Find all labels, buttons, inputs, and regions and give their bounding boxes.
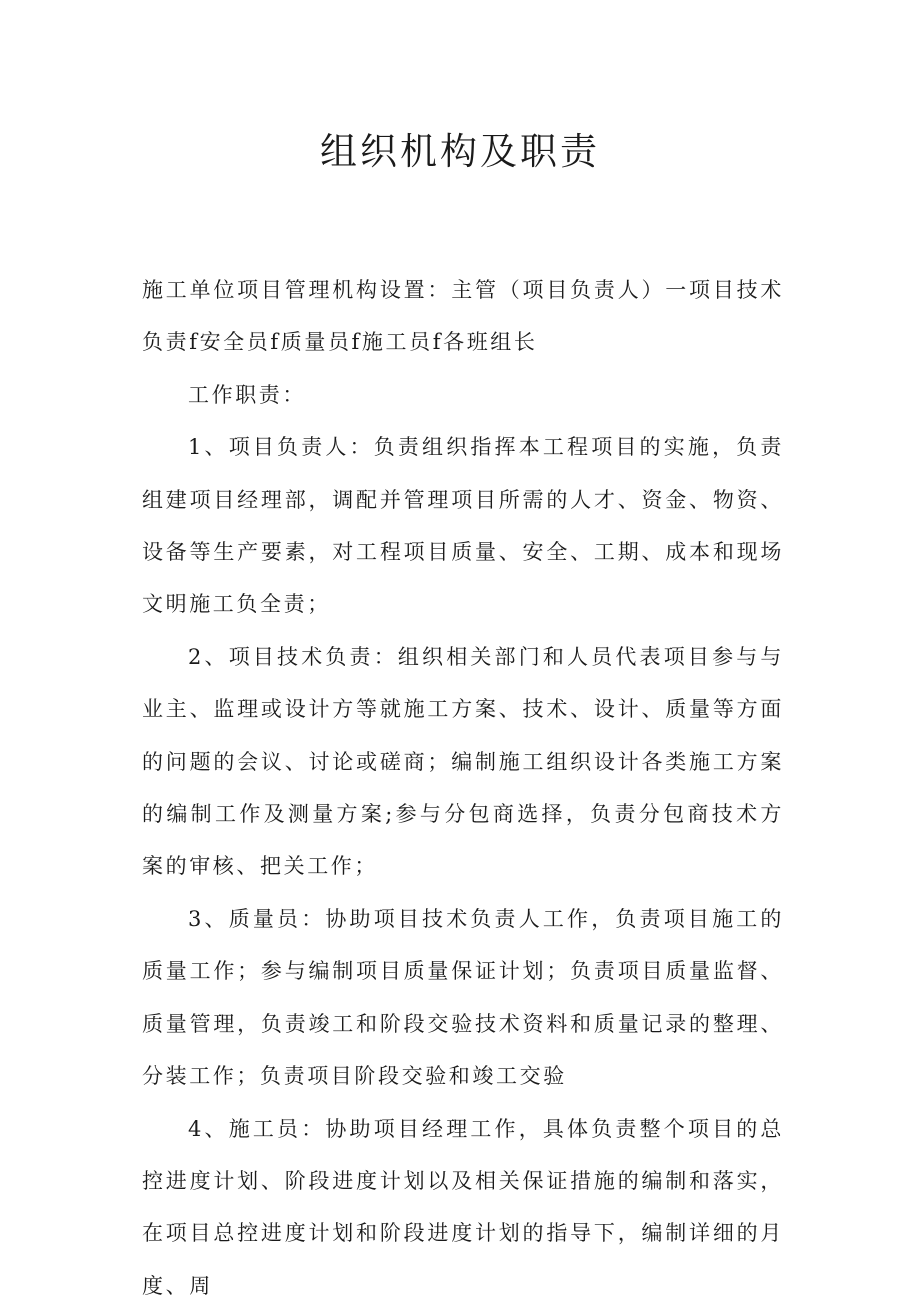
- duty-paragraph-project-lead: 1、项目负责人：负责组织指挥本工程项目的实施，负责组建项目经理部，调配并管理项目所需的人才、资金、物资、设备等生产要素，对工程项目质量、安全、工期、成本和现场文明施工负全责；: [142, 421, 784, 631]
- document-title: 组织机构及职责: [0, 128, 920, 176]
- duties-heading: 工作职责：: [142, 369, 784, 421]
- intro-paragraph: 施工单位项目管理机构设置：主管（项目负责人）一项目技术负责f安全员f质量员f施工员f各班组长: [142, 264, 784, 369]
- document-body: [142, 264, 784, 1312]
- duty-paragraph-construction-officer: 4、施工员：协助项目经理工作，具体负责整个项目的总控进度计划、阶段进度计划以及相关保证措施的编制和落实，在项目总控进度计划和阶段进度计划的指导下，编制详细的月度、周: [142, 1103, 784, 1312]
- duty-paragraph-technical-lead: 2、项目技术负责：组织相关部门和人员代表项目参与与业主、监理或设计方等就施工方案、技术、设计、质量等方面的问题的会议、讨论或磋商；编制施工组织设计各类施工方案的编制工作及测量方案;参与分包商选择，负责分包商技术方案的审核、把关工作；: [142, 631, 784, 893]
- duty-paragraph-quality-officer: 3、质量员：协助项目技术负责人工作，负责项目施工的质量工作；参与编制项目质量保证计划；负责项目质量监督、质量管理，负责竣工和阶段交验技术资料和质量记录的整理、分装工作；负责项目阶段交验和竣工交验: [142, 893, 784, 1103]
